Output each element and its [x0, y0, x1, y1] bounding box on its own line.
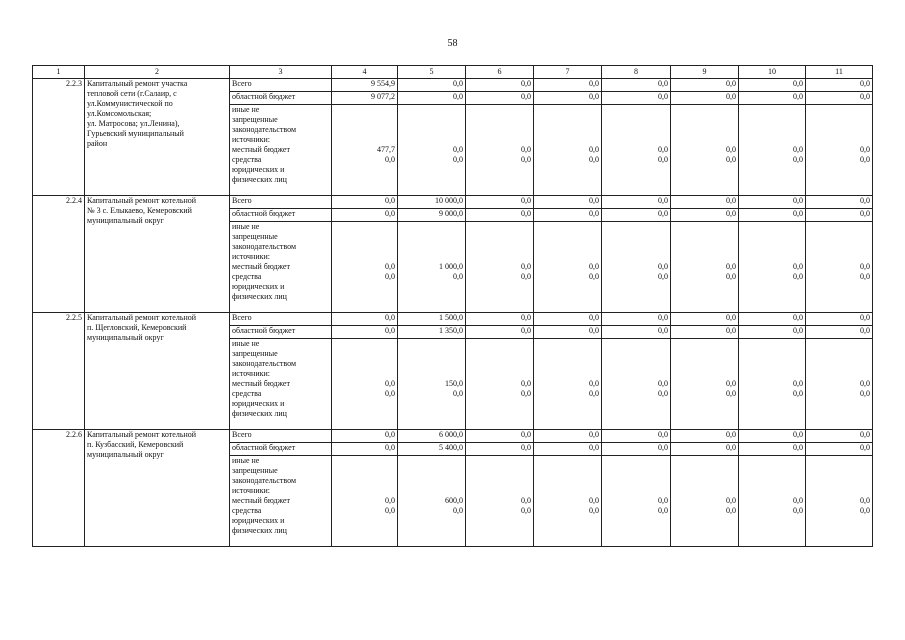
legal-value: 0,0	[521, 506, 531, 515]
local-value: 150,0	[445, 379, 463, 388]
source-total-label: Всего	[230, 196, 332, 209]
legal-value: 0,0	[521, 155, 531, 164]
item-name-line: муниципальный округ	[87, 333, 164, 342]
local-value: 0,0	[860, 262, 870, 271]
spacer	[604, 105, 668, 145]
other-sources-values	[398, 222, 466, 313]
regional-value: 0,0	[466, 443, 534, 456]
regional-value: 0,0	[602, 209, 671, 222]
legal-value: 0,0	[793, 272, 803, 281]
spacer	[468, 105, 531, 145]
spacer	[400, 456, 463, 496]
regional-value: 0,0	[602, 443, 671, 456]
legal-value: 0,0	[793, 155, 803, 164]
legal-value: 0,0	[860, 506, 870, 515]
source-other-line: законодательством	[232, 242, 297, 251]
legal-value: 0,0	[860, 272, 870, 281]
other-sources-values	[602, 456, 671, 547]
other-sources-values	[602, 222, 671, 313]
other-sources-values	[806, 105, 873, 196]
legal-value: 0,0	[521, 389, 531, 398]
spacer	[673, 105, 736, 145]
item-name-line: п. Кузбасский, Кемеровский	[87, 440, 184, 449]
source-legal-line: средства	[232, 506, 262, 515]
program-item-row	[33, 313, 873, 326]
item-name-line: район	[87, 139, 108, 148]
source-local-label: местный бюджет	[232, 379, 290, 388]
program-item-row	[33, 196, 873, 209]
total-value: 0,0	[602, 79, 671, 92]
regional-value: 9 000,0	[398, 209, 466, 222]
total-value: 0,0	[671, 430, 739, 443]
item-code: 2.2.6	[33, 430, 85, 547]
other-sources-values	[602, 105, 671, 196]
total-value: 0,0	[398, 79, 466, 92]
source-other-line: запрещенные	[232, 115, 278, 124]
legal-value: 0,0	[385, 389, 395, 398]
source-local-label: местный бюджет	[232, 262, 290, 271]
regional-value: 0,0	[671, 92, 739, 105]
column-number: 7	[534, 66, 602, 79]
other-sources-values	[398, 456, 466, 547]
item-code: 2.2.5	[33, 313, 85, 430]
total-value: 0,0	[739, 196, 806, 209]
regional-value: 0,0	[534, 209, 602, 222]
source-other-line: законодательством	[232, 359, 297, 368]
local-value: 0,0	[521, 145, 531, 154]
total-value: 0,0	[332, 196, 398, 209]
local-value: 0,0	[589, 262, 599, 271]
source-other-line: иные не	[232, 222, 260, 231]
source-other-line: иные не	[232, 456, 260, 465]
total-value: 0,0	[332, 430, 398, 443]
legal-value: 0,0	[589, 155, 599, 164]
total-value: 0,0	[806, 430, 873, 443]
source-total-label: Всего	[230, 430, 332, 443]
total-value: 0,0	[466, 430, 534, 443]
legal-value: 0,0	[453, 155, 463, 164]
other-sources-values	[466, 456, 534, 547]
item-name-line: Капитальный ремонт котельной	[87, 196, 197, 205]
source-legal-line: юридических и	[232, 165, 285, 174]
regional-value: 0,0	[739, 209, 806, 222]
spacer	[808, 105, 870, 145]
regional-value: 9 077,2	[332, 92, 398, 105]
source-local-label: местный бюджет	[232, 496, 290, 505]
item-name-line: ул. Матросова; ул.Ленина),	[87, 119, 180, 128]
legal-value: 0,0	[385, 155, 395, 164]
local-value: 0,0	[521, 496, 531, 505]
source-local-label: местный бюджет	[232, 145, 290, 154]
regional-value: 0,0	[602, 326, 671, 339]
spacer	[808, 339, 870, 379]
spacer	[334, 339, 395, 379]
other-sources-values	[671, 456, 739, 547]
legal-value: 0,0	[860, 389, 870, 398]
legal-value: 0,0	[385, 272, 395, 281]
other-sources-values	[534, 105, 602, 196]
spacer	[334, 456, 395, 496]
total-value: 0,0	[534, 196, 602, 209]
item-name-line: п. Щегловский, Кемеровский	[87, 323, 187, 332]
total-value: 0,0	[739, 313, 806, 326]
source-other-label	[230, 222, 332, 313]
regional-value: 0,0	[466, 209, 534, 222]
spacer	[468, 456, 531, 496]
legal-value: 0,0	[453, 272, 463, 281]
local-value: 1 000,0	[439, 262, 463, 271]
regional-value: 0,0	[739, 326, 806, 339]
other-sources-values	[466, 222, 534, 313]
column-number-row	[33, 66, 873, 79]
spacer	[400, 339, 463, 379]
other-sources-values	[806, 456, 873, 547]
spacer	[741, 456, 803, 496]
source-other-line: запрещенные	[232, 349, 278, 358]
spacer	[536, 456, 599, 496]
regional-value: 0,0	[671, 443, 739, 456]
regional-value: 0,0	[806, 443, 873, 456]
local-value: 0,0	[726, 496, 736, 505]
total-value: 0,0	[534, 79, 602, 92]
spacer	[536, 105, 599, 145]
local-value: 0,0	[658, 496, 668, 505]
source-legal-line: физических лиц	[232, 526, 287, 535]
regional-value: 0,0	[534, 92, 602, 105]
local-value: 0,0	[726, 145, 736, 154]
source-regional-label: областной бюджет	[230, 209, 332, 222]
regional-value: 0,0	[602, 92, 671, 105]
other-sources-values	[332, 222, 398, 313]
source-legal-line: средства	[232, 389, 262, 398]
regional-value: 0,0	[534, 326, 602, 339]
local-value: 0,0	[860, 145, 870, 154]
other-sources-values	[806, 222, 873, 313]
spacer	[604, 456, 668, 496]
local-value: 0,0	[860, 496, 870, 505]
total-value: 0,0	[671, 196, 739, 209]
legal-value: 0,0	[658, 155, 668, 164]
regional-value: 0,0	[671, 209, 739, 222]
spacer	[536, 339, 599, 379]
regional-value: 0,0	[332, 443, 398, 456]
item-name-line: № 3 с. Елыкаево, Кемеровский	[87, 206, 192, 215]
legal-value: 0,0	[658, 272, 668, 281]
regional-value: 0,0	[398, 92, 466, 105]
item-name	[85, 79, 230, 196]
total-value: 0,0	[534, 313, 602, 326]
total-value: 0,0	[671, 313, 739, 326]
spacer	[741, 105, 803, 145]
source-legal-line: юридических и	[232, 282, 285, 291]
spacer	[604, 222, 668, 262]
spacer	[604, 339, 668, 379]
spacer	[400, 222, 463, 262]
local-value: 0,0	[860, 379, 870, 388]
source-other-line: законодательством	[232, 476, 297, 485]
total-value: 0,0	[806, 196, 873, 209]
local-value: 0,0	[589, 496, 599, 505]
item-name-line: муниципальный округ	[87, 216, 164, 225]
source-other-line: источники:	[232, 369, 270, 378]
regional-value: 1 350,0	[398, 326, 466, 339]
other-sources-values	[534, 339, 602, 430]
regional-value: 0,0	[466, 326, 534, 339]
column-number: 2	[85, 66, 230, 79]
source-legal-line: средства	[232, 155, 262, 164]
spacer	[334, 222, 395, 262]
source-legal-line: физических лиц	[232, 292, 287, 301]
other-sources-values	[671, 339, 739, 430]
local-value: 0,0	[385, 379, 395, 388]
program-item-row	[33, 79, 873, 92]
total-value: 0,0	[806, 313, 873, 326]
other-sources-values	[466, 105, 534, 196]
other-sources-values	[534, 456, 602, 547]
total-value: 1 500,0	[398, 313, 466, 326]
budget-table	[32, 65, 873, 547]
legal-value: 0,0	[658, 506, 668, 515]
item-name	[85, 196, 230, 313]
legal-value: 0,0	[589, 272, 599, 281]
legal-value: 0,0	[453, 389, 463, 398]
item-code: 2.2.3	[33, 79, 85, 196]
spacer	[673, 456, 736, 496]
other-sources-values	[332, 105, 398, 196]
other-sources-values	[739, 222, 806, 313]
regional-value: 0,0	[806, 326, 873, 339]
other-sources-values	[739, 456, 806, 547]
other-sources-values	[806, 339, 873, 430]
source-other-line: иные не	[232, 339, 260, 348]
source-other-line: запрещенные	[232, 232, 278, 241]
local-value: 0,0	[589, 145, 599, 154]
total-value: 0,0	[602, 430, 671, 443]
local-value: 0,0	[521, 379, 531, 388]
regional-value: 0,0	[671, 326, 739, 339]
regional-value: 0,0	[534, 443, 602, 456]
regional-value: 0,0	[739, 92, 806, 105]
item-name-line: ул.Комсомольская;	[87, 109, 152, 118]
other-sources-values	[398, 339, 466, 430]
item-code: 2.2.4	[33, 196, 85, 313]
regional-value: 0,0	[332, 326, 398, 339]
local-value: 0,0	[726, 262, 736, 271]
local-value: 0,0	[589, 379, 599, 388]
legal-value: 0,0	[453, 506, 463, 515]
spacer	[536, 222, 599, 262]
local-value: 0,0	[385, 262, 395, 271]
column-number: 9	[671, 66, 739, 79]
column-number: 6	[466, 66, 534, 79]
legal-value: 0,0	[589, 389, 599, 398]
other-sources-values	[332, 456, 398, 547]
total-value: 0,0	[466, 313, 534, 326]
legal-value: 0,0	[860, 155, 870, 164]
local-value: 0,0	[658, 262, 668, 271]
local-value: 0,0	[793, 379, 803, 388]
column-number: 4	[332, 66, 398, 79]
column-number: 10	[739, 66, 806, 79]
source-other-line: законодательством	[232, 125, 297, 134]
legal-value: 0,0	[726, 155, 736, 164]
source-total-label: Всего	[230, 313, 332, 326]
other-sources-values	[602, 339, 671, 430]
local-value: 0,0	[658, 145, 668, 154]
regional-value: 5 400,0	[398, 443, 466, 456]
item-name-line: Капитальный ремонт котельной	[87, 313, 197, 322]
spacer	[334, 105, 395, 145]
local-value: 0,0	[658, 379, 668, 388]
regional-value: 0,0	[466, 92, 534, 105]
item-name	[85, 313, 230, 430]
other-sources-values	[739, 339, 806, 430]
item-name-line: Гурьевский муниципальный	[87, 129, 184, 138]
legal-value: 0,0	[589, 506, 599, 515]
source-legal-line: физических лиц	[232, 409, 287, 418]
program-item-row	[33, 430, 873, 443]
legal-value: 0,0	[726, 389, 736, 398]
source-legal-line: юридических и	[232, 516, 285, 525]
page-number: 58	[447, 38, 458, 49]
source-total-label: Всего	[230, 79, 332, 92]
source-legal-line: юридических и	[232, 399, 285, 408]
other-sources-values	[739, 105, 806, 196]
item-name	[85, 430, 230, 547]
total-value: 0,0	[466, 196, 534, 209]
legal-value: 0,0	[726, 506, 736, 515]
regional-value: 0,0	[806, 209, 873, 222]
source-regional-label: областной бюджет	[230, 326, 332, 339]
spacer	[468, 339, 531, 379]
total-value: 0,0	[332, 313, 398, 326]
spacer	[673, 222, 736, 262]
column-number: 3	[230, 66, 332, 79]
column-number: 11	[806, 66, 873, 79]
local-value: 0,0	[793, 496, 803, 505]
local-value: 0,0	[726, 379, 736, 388]
total-value: 0,0	[739, 79, 806, 92]
source-other-line: иные не	[232, 105, 260, 114]
source-legal-line: физических лиц	[232, 175, 287, 184]
other-sources-values	[332, 339, 398, 430]
legal-value: 0,0	[793, 389, 803, 398]
total-value: 0,0	[534, 430, 602, 443]
spacer	[673, 339, 736, 379]
legal-value: 0,0	[658, 389, 668, 398]
legal-value: 0,0	[521, 272, 531, 281]
local-value: 0,0	[453, 145, 463, 154]
source-other-line: источники:	[232, 252, 270, 261]
spacer	[400, 105, 463, 145]
local-value: 600,0	[445, 496, 463, 505]
regional-value: 0,0	[806, 92, 873, 105]
local-value: 0,0	[793, 145, 803, 154]
total-value: 0,0	[602, 196, 671, 209]
item-name-line: тепловой сети (г.Салаир, с	[87, 89, 177, 98]
source-regional-label: областной бюджет	[230, 92, 332, 105]
local-value: 0,0	[521, 262, 531, 271]
spacer	[468, 222, 531, 262]
source-other-label	[230, 105, 332, 196]
legal-value: 0,0	[726, 272, 736, 281]
other-sources-values	[671, 222, 739, 313]
source-regional-label: областной бюджет	[230, 443, 332, 456]
spacer	[808, 222, 870, 262]
total-value: 0,0	[806, 79, 873, 92]
regional-value: 0,0	[332, 209, 398, 222]
source-other-label	[230, 339, 332, 430]
source-other-line: запрещенные	[232, 466, 278, 475]
source-other-line: источники:	[232, 486, 270, 495]
item-name-line: Капитальный ремонт котельной	[87, 430, 197, 439]
legal-value: 0,0	[793, 506, 803, 515]
total-value: 0,0	[739, 430, 806, 443]
item-name-line: муниципальный округ	[87, 450, 164, 459]
local-value: 477,7	[377, 145, 395, 154]
total-value: 6 000,0	[398, 430, 466, 443]
column-number: 8	[602, 66, 671, 79]
source-other-line: источники:	[232, 135, 270, 144]
item-name-line: Капитальный ремонт участка	[87, 79, 188, 88]
total-value: 0,0	[602, 313, 671, 326]
column-number: 5	[398, 66, 466, 79]
spacer	[808, 456, 870, 496]
other-sources-values	[466, 339, 534, 430]
other-sources-values	[534, 222, 602, 313]
source-other-label	[230, 456, 332, 547]
spacer	[741, 222, 803, 262]
other-sources-values	[398, 105, 466, 196]
local-value: 0,0	[793, 262, 803, 271]
total-value: 0,0	[466, 79, 534, 92]
regional-value: 0,0	[739, 443, 806, 456]
source-legal-line: средства	[232, 272, 262, 281]
local-value: 0,0	[385, 496, 395, 505]
total-value: 9 554,9	[332, 79, 398, 92]
column-number: 1	[33, 66, 85, 79]
other-sources-values	[671, 105, 739, 196]
spacer	[741, 339, 803, 379]
legal-value: 0,0	[385, 506, 395, 515]
item-name-line: ул.Коммунистической по	[87, 99, 173, 108]
total-value: 10 000,0	[398, 196, 466, 209]
total-value: 0,0	[671, 79, 739, 92]
